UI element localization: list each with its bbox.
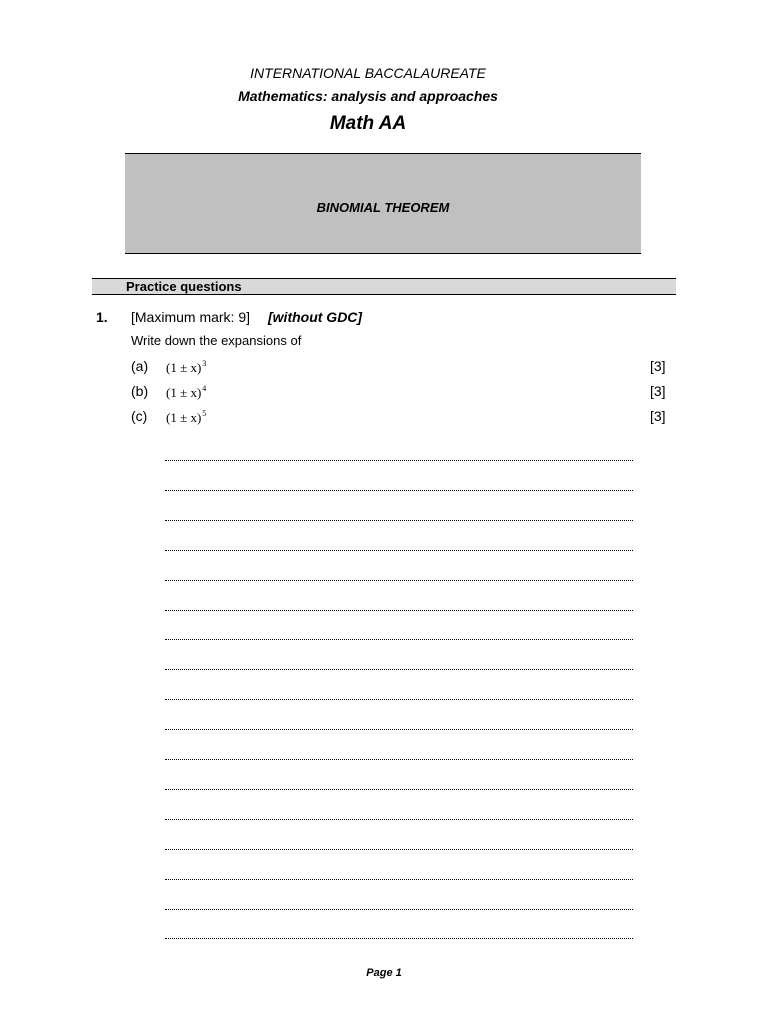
page-number: Page 1 xyxy=(366,967,402,979)
question-max-mark: [Maximum mark: 9] xyxy=(131,309,251,325)
part-expression xyxy=(166,359,206,376)
part-marks: [3] xyxy=(650,408,666,424)
part-label: (a) xyxy=(131,358,149,374)
part-expression-base: (1 ± x) xyxy=(166,385,202,400)
question-gdc-note: [without GDC] xyxy=(268,309,363,325)
answer-line[interactable] xyxy=(165,879,633,880)
section-title: Practice questions xyxy=(126,279,242,294)
answer-line[interactable] xyxy=(165,520,633,521)
answer-line[interactable] xyxy=(165,819,633,820)
topic-title: BINOMIAL THEOREM xyxy=(316,200,450,215)
answer-line[interactable] xyxy=(165,580,633,581)
part-marks: [3] xyxy=(650,383,666,399)
answer-line[interactable] xyxy=(165,938,633,939)
question-instruction: Write down the expansions of xyxy=(131,333,302,348)
part-expression xyxy=(166,409,206,426)
answer-line[interactable] xyxy=(165,639,633,640)
part-expression-base: (1 ± x) xyxy=(166,410,202,425)
part-expression-base: (1 ± x) xyxy=(166,360,202,375)
answer-line[interactable] xyxy=(165,789,633,790)
part-label: (b) xyxy=(131,383,149,399)
question-number: 1. xyxy=(96,309,108,325)
answer-line[interactable] xyxy=(165,550,633,551)
part-expression-exponent: 5 xyxy=(202,409,207,418)
answer-line[interactable] xyxy=(165,490,633,491)
answer-line[interactable] xyxy=(165,460,633,461)
organization-heading: INTERNATIONAL BACCALAUREATE xyxy=(250,65,486,81)
part-label: (c) xyxy=(131,408,148,424)
answer-line[interactable] xyxy=(165,729,633,730)
answer-line[interactable] xyxy=(165,610,633,611)
part-expression xyxy=(166,384,206,401)
course-heading: Math AA xyxy=(329,113,407,134)
answer-line[interactable] xyxy=(165,699,633,700)
part-expression-exponent: 4 xyxy=(202,384,207,393)
subject-heading: Mathematics: analysis and approaches xyxy=(238,88,498,104)
part-expression-exponent: 3 xyxy=(202,359,207,368)
answer-line[interactable] xyxy=(165,909,633,910)
answer-line[interactable] xyxy=(165,849,633,850)
topic-banner xyxy=(125,153,641,254)
answer-line[interactable] xyxy=(165,759,633,760)
section-bar xyxy=(92,278,676,295)
part-marks: [3] xyxy=(650,358,666,374)
answer-line[interactable] xyxy=(165,669,633,670)
